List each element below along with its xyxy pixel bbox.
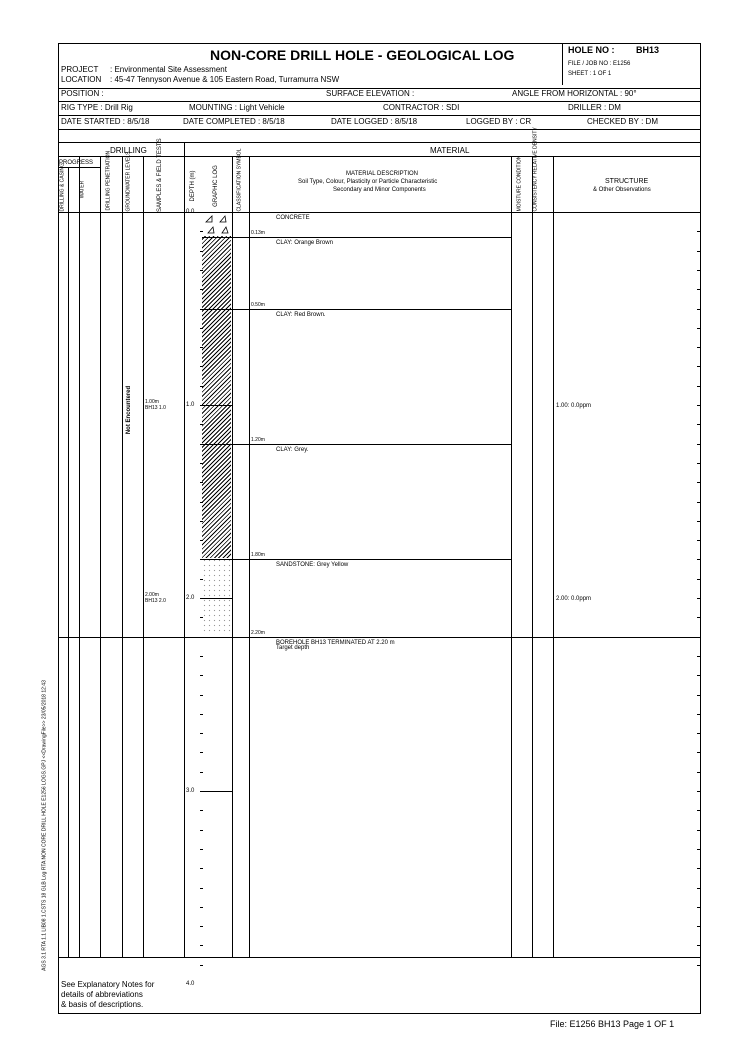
layer-boundary-line (202, 444, 511, 445)
structure-tick (697, 502, 701, 503)
structure-tick (697, 598, 701, 599)
depth-tick (200, 463, 203, 464)
drilling-section-header: DRILLING (110, 146, 147, 155)
sample-2-id: BH13 2.0 (145, 598, 166, 604)
structure-tick (697, 559, 701, 560)
termination-note: Target depth (276, 645, 310, 651)
layer-description: CLAY: Red Brown. (276, 311, 326, 318)
depth-tick (200, 386, 203, 387)
structure-tick (697, 289, 701, 290)
structure-tick (697, 444, 701, 445)
position-field: POSITION : (61, 89, 104, 98)
water-header: WATER (79, 180, 86, 199)
material-section-header: MATERIAL (430, 146, 470, 155)
depth-tick (200, 251, 203, 252)
structure-subheader: & Other Observations (593, 187, 651, 193)
depth-tick (200, 791, 232, 792)
depth-tick (200, 714, 203, 715)
structure-tick (697, 849, 701, 850)
sample-2-depth: 2.00m (145, 592, 159, 598)
structure-tick (697, 830, 701, 831)
depth-tick (200, 521, 203, 522)
structure-tick (697, 656, 701, 657)
structure-tick (697, 251, 701, 252)
structure-observation: 2.00: 0.0ppm (556, 596, 592, 602)
depth-tick (200, 347, 203, 348)
consistency-header: CONSISTENCY RELATIVE DENSITY (532, 127, 539, 212)
footer-note-line-3: & basis of descriptions. (61, 1000, 144, 1009)
page-title: NON-CORE DRILL HOLE - GEOLOGICAL LOG (210, 47, 515, 63)
structure-tick (697, 270, 701, 271)
depth-tick (200, 405, 232, 406)
depth-label: 1.0 (186, 402, 195, 408)
date-started-field: DATE STARTED : 8/5/18 (61, 117, 150, 126)
depth-tick (200, 733, 203, 734)
structure-tick (697, 540, 701, 541)
depth-label: 0.0 (186, 209, 195, 215)
date-logged-field: DATE LOGGED : 8/5/18 (331, 117, 418, 126)
structure-tick (697, 309, 701, 310)
material-description-header: MATERIAL DESCRIPTION (346, 171, 419, 177)
depth-tick (200, 810, 203, 811)
file-job-no: FILE / JOB NO : E1256 (568, 61, 631, 67)
structure-tick (697, 907, 701, 908)
graphic-log-clay-hatch (202, 236, 231, 558)
layer-top-depth: 0.13m (251, 230, 265, 237)
rig-type-field: RIG TYPE : Drill Rig (61, 103, 133, 112)
depth-tick (200, 849, 203, 850)
material-description-sub2: Secondary and Minor Components (333, 187, 426, 193)
graphic-log-sandstone (202, 558, 231, 635)
depth-tick (200, 888, 203, 889)
depth-tick (200, 231, 203, 232)
samples-header: SAMPLES & FIELD TESTS (157, 138, 163, 212)
layer-description: CLAY: Grey. (276, 446, 309, 453)
structure-tick (697, 579, 701, 580)
location-value: : 45-47 Tennyson Avenue & 105 Eastern Road, Turramurra NSW (110, 75, 340, 84)
groundwater-levels-header: GROUNDWATER LEVELS (125, 151, 132, 212)
depth-tick (200, 926, 203, 927)
sheet-number: SHEET : 1 OF 1 (568, 71, 612, 77)
structure-tick (697, 521, 701, 522)
depth-tick (200, 482, 203, 483)
depth-tick (200, 965, 203, 966)
sample-1-id: BH13 1.0 (145, 405, 166, 411)
project-label: PROJECT (61, 65, 99, 74)
surface-elevation-field: SURFACE ELEVATION : (326, 89, 415, 98)
structure-tick (697, 617, 701, 618)
depth-label: 2.0 (186, 595, 195, 601)
structure-tick (697, 424, 701, 425)
moisture-condition-header: MOISTURE CONDITION (516, 155, 523, 212)
contractor-field: CONTRACTOR : SDI (383, 103, 460, 112)
graphic-log-header: GRAPHIC LOG (213, 165, 219, 207)
structure-tick (697, 791, 701, 792)
drilling-casing-header: DRILLING & CASING (59, 163, 66, 212)
graphic-log-concrete (202, 212, 231, 236)
depth-tick (200, 289, 203, 290)
depth-tick (200, 502, 203, 503)
depth-tick (200, 752, 203, 753)
depth-tick (200, 868, 203, 869)
structure-tick (697, 733, 701, 734)
layer-description: CONCRETE (276, 215, 310, 221)
structure-header: STRUCTURE (605, 178, 649, 185)
structure-tick (697, 463, 701, 464)
angle-field: ANGLE FROM HORIZONTAL : 90° (512, 89, 637, 98)
logged-by-field: LOGGED BY : CR (466, 117, 532, 126)
structure-tick (697, 888, 701, 889)
structure-observation: 1.00: 0.0ppm (556, 403, 592, 409)
structure-tick (697, 752, 701, 753)
layer-boundary-line (58, 637, 701, 638)
structure-tick (697, 772, 701, 773)
depth-tick (200, 579, 203, 580)
classification-header: CLASSIFICATION SYMBOL (236, 148, 243, 212)
layer-boundary-line (202, 559, 511, 560)
depth-header: DEPTH (m) (190, 170, 196, 202)
depth-tick (200, 270, 203, 271)
hole-no-value: BH13 (636, 45, 660, 55)
structure-tick (697, 926, 701, 927)
footer-note-line-2: details of abbreviations (61, 990, 143, 999)
structure-tick (697, 675, 701, 676)
depth-tick (200, 772, 203, 773)
layer-boundary-line (202, 237, 511, 238)
drilling-penetration-header: DRILLING PENETRATION (105, 150, 112, 211)
sample-1-depth: 1.00m (145, 399, 159, 405)
depth-tick (200, 830, 203, 831)
file-footer: File: E1256 BH13 Page 1 OF 1 (550, 1019, 675, 1029)
structure-tick (697, 965, 701, 966)
layer-top-depth: 2.20m (251, 629, 265, 636)
side-print-text: AGS 3.1 RTA 1.1 LIB08 1.CSTS 18 GLB Log RTA NON CORE DRILL HOLE E1256 LOGS.GPJ <<DrawingFile>> 23/05/2018 12:43 (41, 680, 48, 971)
mounting-field: MOUNTING : Light Vehicle (189, 103, 285, 112)
layer-boundary-line (202, 309, 511, 310)
structure-tick (697, 945, 701, 946)
structure-tick (697, 231, 701, 232)
depth-tick (200, 424, 203, 425)
depth-tick (200, 945, 203, 946)
depth-tick (200, 907, 203, 908)
structure-tick (697, 482, 701, 483)
structure-tick (697, 347, 701, 348)
layer-top-depth: 0.50m (251, 301, 265, 308)
layer-description: BOREHOLE BH13 TERMINATED AT 2.20 m (276, 639, 395, 646)
material-description-sub1: Soil Type, Colour, Plasticity or Particle Characteristic (298, 179, 438, 185)
depth-tick (200, 617, 203, 618)
structure-tick (697, 695, 701, 696)
structure-tick (697, 328, 701, 329)
location-label: LOCATION (61, 75, 102, 84)
structure-tick (697, 366, 701, 367)
progress-header: PROGRESS (59, 160, 94, 166)
footer-note-line-1: See Explanatory Notes for (61, 980, 155, 989)
groundwater-note: Not Encountered (126, 385, 132, 435)
layer-description: SANDSTONE: Grey Yellow (276, 562, 349, 569)
structure-tick (697, 405, 701, 406)
date-completed-field: DATE COMPLETED : 8/5/18 (183, 117, 285, 126)
layer-description: CLAY: Orange Brown (276, 240, 333, 247)
depth-tick (200, 366, 203, 367)
layer-top-depth: 1.20m (251, 436, 265, 443)
structure-tick (697, 386, 701, 387)
structure-tick (697, 714, 701, 715)
project-value: : Environmental Site Assessment (110, 65, 227, 74)
depth-tick (200, 598, 232, 599)
depth-tick (200, 695, 203, 696)
structure-tick (697, 810, 701, 811)
driller-field: DRILLER : DM (568, 103, 621, 112)
checked-by-field: CHECKED BY : DM (587, 117, 658, 126)
layer-top-depth: 1.80m (251, 552, 265, 559)
depth-tick (200, 675, 203, 676)
depth-tick (200, 540, 203, 541)
depth-tick (200, 656, 203, 657)
depth-label: 4.0 (186, 981, 195, 987)
structure-tick (697, 868, 701, 869)
depth-label: 3.0 (186, 788, 195, 794)
depth-tick (200, 328, 203, 329)
hole-no-label: HOLE NO : (568, 45, 615, 55)
